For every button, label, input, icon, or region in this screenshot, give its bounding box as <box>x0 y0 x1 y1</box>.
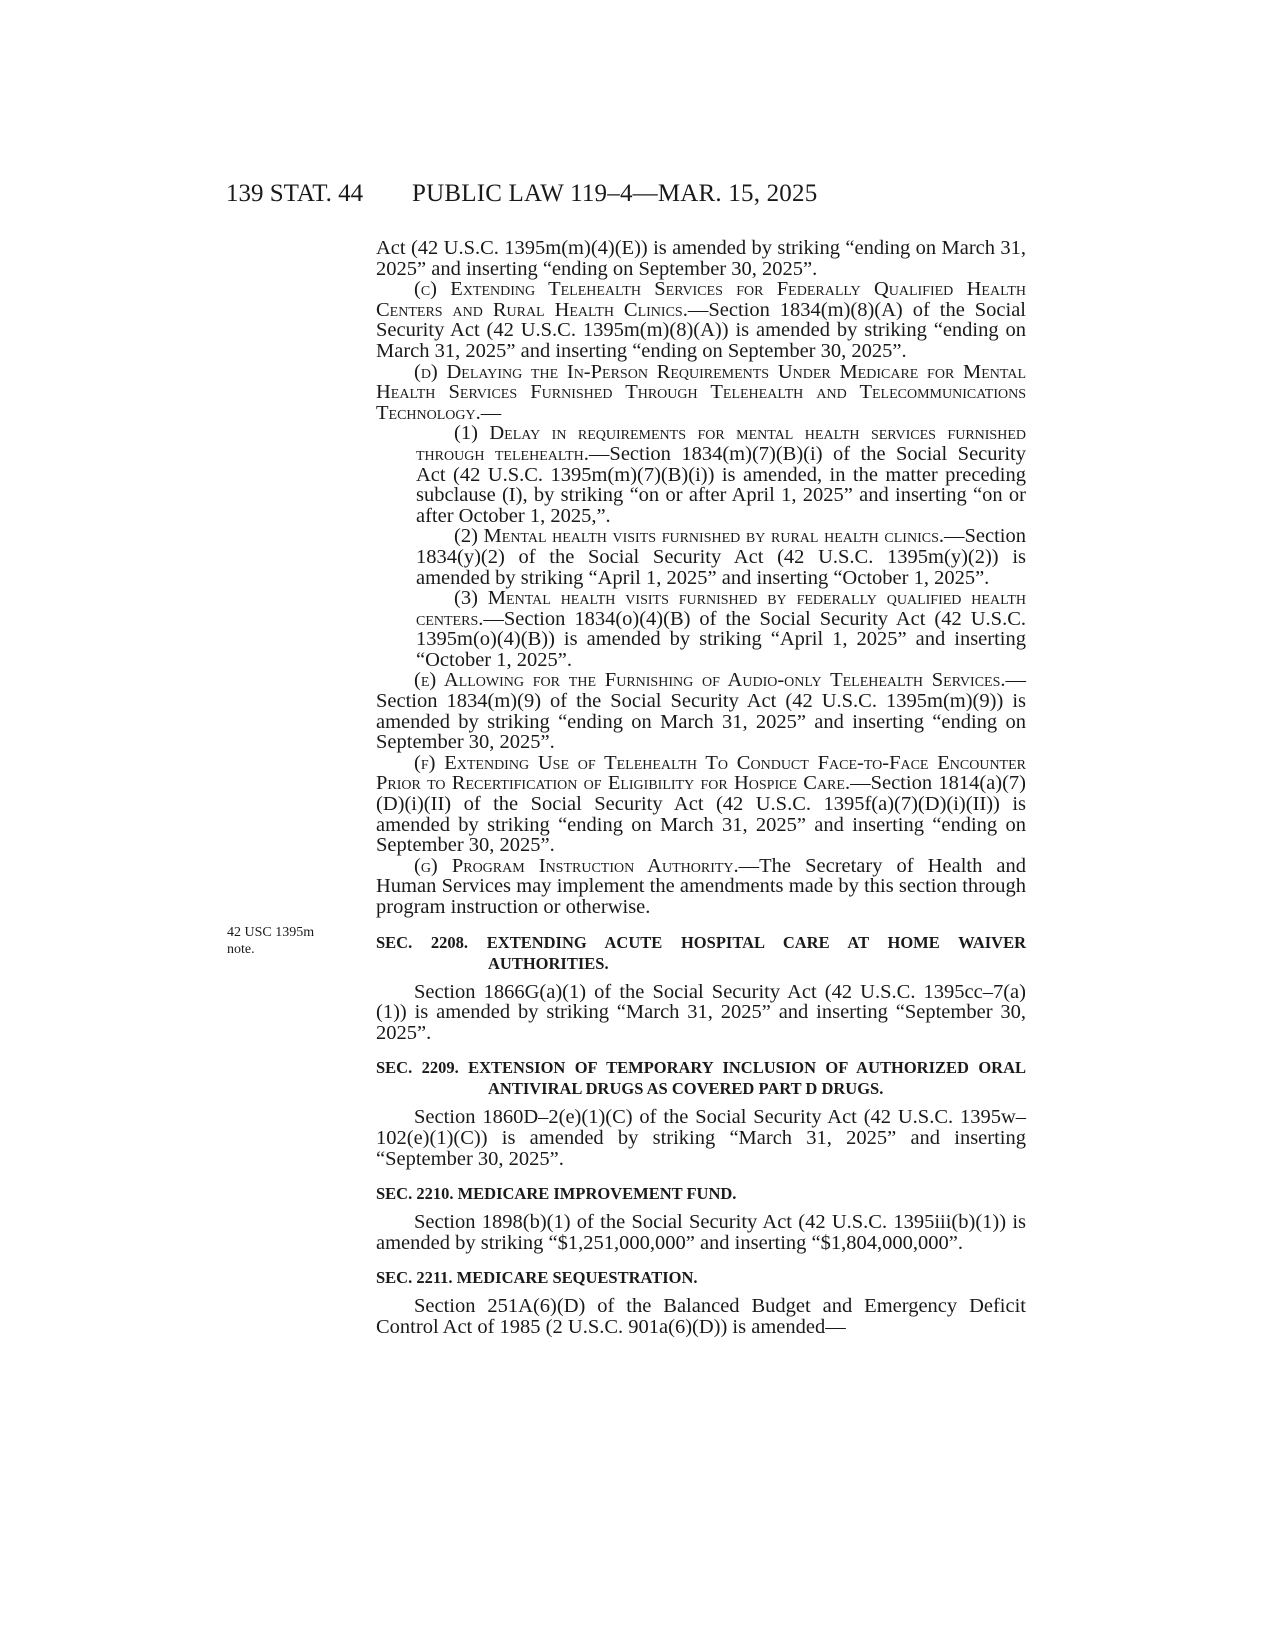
paragraph-d1-text: —Section 1834(m)(7)(B)(i) of the Social Security Act (42 U.S.C. 1395m(m)(7)(B)(i)) is amended, in the matter preceding subclause (I), by striking “on or after April 1, 2025” and inserting “on or after October 1, 2025,”. <box>416 442 1026 527</box>
margin-note-suffix: note. <box>227 942 255 957</box>
paragraph-d3 <box>376 588 1026 670</box>
section-2210-text: Section 1898(b)(1) of the Social Security Act (42 U.S.C. 1395iii(b)(1)) is amended by striking “$1,251,000,000” and inserting “$1,804,000,000”. <box>376 1211 1026 1254</box>
paragraph-e-text: —Section 1834(m)(9) of the Social Security Act (42 U.S.C. 1395m(m)(9)) is amended by striking “ending on March 31, 2025” and inserting “ending on September 30, 2025”. <box>376 669 1026 754</box>
margin-note <box>227 924 314 958</box>
statute-page-number: 139 STAT. 44 <box>226 180 364 207</box>
paragraph-c <box>376 279 1026 361</box>
section-2208-text: Section 1866G(a)(1) of the Social Security Act (42 U.S.C. 1395cc–7(a)(1)) is amended by striking “March 31, 2025” and inserting “September 30, 2025”. <box>376 980 1026 1044</box>
paragraph-e-heading: (e) Allowing for the Furnishing of Audio-only Telehealth Services. <box>414 669 1006 692</box>
paragraph-c-text: —Section 1834(m)(8)(A) of the Social Security Act (42 U.S.C. 1395m(m)(8)(A)) is amended by striking “ending on March 31, 2025” and inserting “ending on September 30, 2025”. <box>376 298 1027 362</box>
public-law-title: PUBLIC LAW 119–4—MAR. 15, 2025 <box>412 180 818 207</box>
section-2209-text: Section 1860D–2(e)(1)(C) of the Social Security Act (42 U.S.C. 1395w–102(e)(1)(C)) is amended by striking “March 31, 2025” and inserting “September 30, 2025”. <box>376 1106 1026 1170</box>
paragraph-d <box>376 362 1026 424</box>
paragraph-d2 <box>376 526 1026 588</box>
paragraph-d2-text: —Section 1834(y)(2) of the Social Security Act (42 U.S.C. 1395m(y)(2)) is amended by striking “April 1, 2025” and inserting “October 1, 2025”. <box>416 525 1026 589</box>
paragraph-d-heading: (d) Delaying the In-Person Requirements Under Medicare for Mental Health Services Furnished Through Telehealth and Telecommunications Technology. <box>376 360 1026 424</box>
paragraph-d-text: — <box>480 401 502 424</box>
document-body <box>376 238 1026 1338</box>
section-2209-heading: SEC. 2209. EXTENSION OF TEMPORARY INCLUSION OF AUTHORIZED ORAL ANTIVIRAL DRUGS AS COVERED PART D DRUGS. <box>376 1058 1026 1099</box>
paragraph-g <box>376 856 1026 918</box>
paragraph-d3-heading: (3) Mental health visits furnished by federally qualified health centers. <box>416 587 1026 630</box>
paragraph-f-text: —Section 1814(a)(7)(D)(i)(II) of the Social Security Act (42 U.S.C. 1395f(a)(7)(D)(i)(II)) is amended by striking “ending on March 31, 2025” and inserting “ending on September 30, 2025”. <box>376 772 1026 857</box>
paragraph-d1-heading: (1) Delay in requirements for mental health services furnished through telehealth. <box>416 422 1026 465</box>
section-2210-heading: SEC. 2210. MEDICARE IMPROVEMENT FUND. <box>376 1184 737 1204</box>
margin-note-citation: 42 USC 1395m <box>227 925 315 940</box>
page-header <box>226 180 1026 220</box>
section-2211-text: Section 251A(6)(D) of the Balanced Budget and Emergency Deficit Control Act of 1985 (2 U.S.C. 901a(6)(D)) is amended— <box>376 1295 1026 1338</box>
paragraph-d1 <box>376 423 1026 526</box>
section-2208-heading: SEC. 2208. EXTENDING ACUTE HOSPITAL CARE AT HOME WAIVER AUTHORITIES. <box>376 932 1026 973</box>
section-2211-heading: SEC. 2211. MEDICARE SEQUESTRATION. <box>376 1268 698 1288</box>
paragraph-f-heading: (f) Extending Use of Telehealth To Conduct Face-to-Face Encounter Prior to Recertification of Eligibility for Hospice Care. <box>376 751 1026 795</box>
paragraph-g-heading: (g) Program Instruction Authority. <box>414 854 739 877</box>
paragraph-f <box>376 753 1026 856</box>
paragraph-e <box>376 670 1026 752</box>
paragraph-g-text: —The Secretary of Health and Human Services may implement the amendments made by this section through program instruction or otherwise. <box>376 854 1026 918</box>
paragraph-b-continuation: Act (42 U.S.C. 1395m(m)(4)(E)) is amended by striking “ending on March 31, 2025” and inserting “ending on September 30, 2025”. <box>376 237 1026 280</box>
paragraph-d3-text: —Section 1834(o)(4)(B) of the Social Security Act (42 U.S.C. 1395m(o)(4)(B)) is amended by striking “April 1, 2025” and inserting “October 1, 2025”. <box>416 607 1026 671</box>
paragraph-d2-heading: (2) Mental health visits furnished by rural health clinics. <box>454 525 944 548</box>
paragraph-c-heading: (c) Extending Telehealth Services for Federally Qualified Health Centers and Rural Health Clinics. <box>376 278 1026 321</box>
